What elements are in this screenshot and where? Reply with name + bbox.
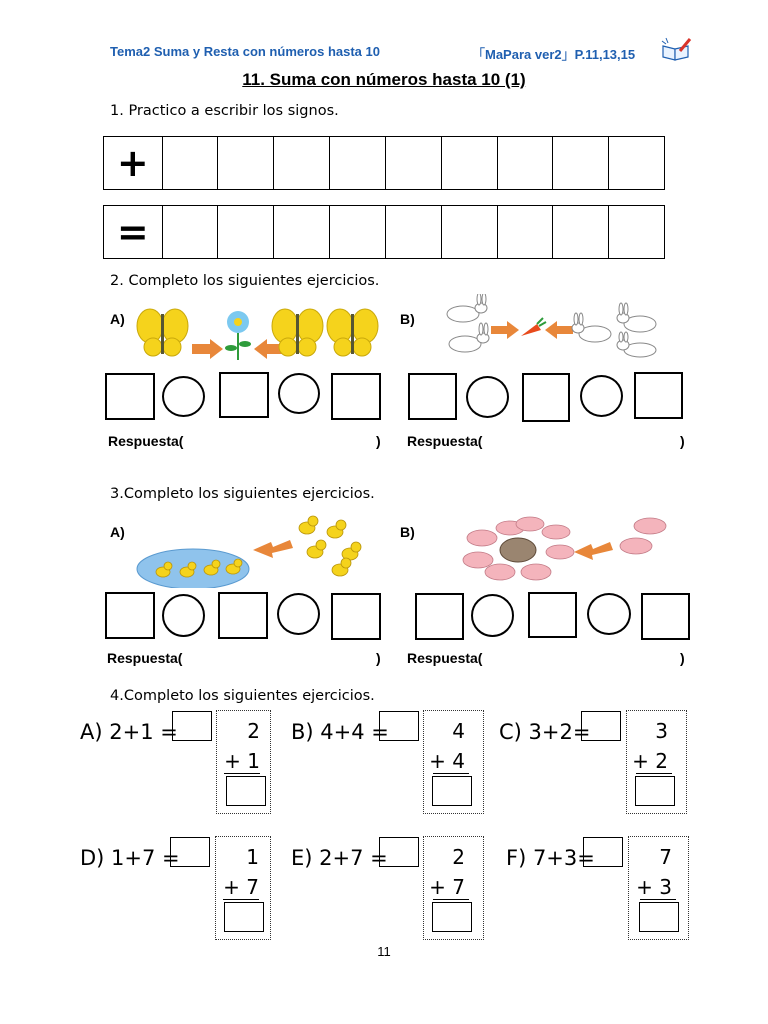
respuesta-b-close: ) — [680, 433, 685, 449]
pig-icon — [516, 517, 544, 531]
section4-instruction: 4.Completo los siguientes ejercicios. — [110, 688, 375, 704]
writing-cell — [441, 137, 497, 189]
section2-instruction: 2. Completo los siguientes ejercicios. — [110, 273, 380, 289]
operator-circle — [466, 376, 509, 418]
answer-box — [172, 711, 212, 741]
sum-box — [635, 776, 675, 806]
addend-bottom: + 7 — [429, 875, 465, 899]
sum-line — [224, 773, 260, 774]
rabbit-icon — [617, 332, 656, 357]
writing-cell — [552, 137, 608, 189]
carrot-icon — [521, 318, 546, 336]
writing-cell — [217, 137, 273, 189]
writing-cell — [608, 137, 664, 189]
answer-square — [415, 593, 464, 640]
addend-top: 7 — [659, 845, 672, 869]
respuesta-a-close: ) — [376, 433, 381, 449]
answer-square — [634, 372, 683, 419]
writing-cell — [385, 206, 441, 258]
respuesta-a-close: ) — [376, 650, 381, 666]
writing-cell — [441, 206, 497, 258]
sum-box — [432, 776, 472, 806]
addend-top: 2 — [247, 719, 260, 743]
page-title: 11. Suma con números hasta 10 (1) — [242, 70, 526, 89]
answer-square — [219, 372, 269, 418]
equals-writing-grid — [103, 205, 665, 259]
problem-e-equation: E) 2+7 = — [291, 846, 388, 870]
answer-square — [331, 373, 381, 420]
butterfly-flower-illustration — [135, 304, 385, 364]
answer-square — [408, 373, 457, 420]
writing-cell — [385, 137, 441, 189]
operator-circle — [278, 373, 320, 414]
answer-box — [379, 837, 419, 867]
answer-square — [105, 592, 155, 639]
writing-cell — [273, 206, 329, 258]
pond-ducks-illustration — [135, 512, 380, 588]
header-topic: Tema2 Suma y Resta con números hasta 10 — [110, 44, 380, 59]
answer-square — [528, 592, 577, 638]
section3-instruction: 3.Completo los siguientes ejercicios. — [110, 486, 375, 502]
butterfly-icon — [137, 309, 188, 356]
addend-top: 1 — [246, 845, 259, 869]
addend-bottom: + 3 — [636, 875, 672, 899]
writing-cell — [329, 137, 385, 189]
rabbit-icon — [447, 294, 487, 322]
problem-b-equation: B) 4+4 = — [291, 720, 389, 744]
respuesta-a: Respuesta( — [108, 433, 184, 449]
sum-line — [433, 773, 469, 774]
writing-cell — [497, 206, 553, 258]
writing-cell — [273, 137, 329, 189]
pig-icon — [542, 525, 570, 539]
answer-square — [105, 373, 155, 420]
equals-sign: = — [116, 210, 149, 254]
answer-square — [522, 373, 570, 422]
respuesta-b-close: ) — [680, 650, 685, 666]
writing-cell — [162, 137, 218, 189]
operator-circle — [162, 594, 205, 637]
sum-line — [636, 773, 672, 774]
pig-icon — [463, 552, 493, 568]
sum-box — [639, 902, 679, 932]
section1-instruction: 1. Practico a escribir los signos. — [110, 103, 339, 119]
respuesta-b: Respuesta( — [407, 433, 483, 449]
sum-box — [432, 902, 472, 932]
writing-cell — [608, 206, 664, 258]
writing-cell — [217, 206, 273, 258]
arrow-icon — [253, 540, 293, 558]
plus-writing-grid — [103, 136, 665, 190]
writing-cell — [162, 206, 218, 258]
arrow-icon — [545, 321, 573, 339]
operator-circle — [580, 375, 623, 417]
exercise-a-label: A) — [110, 311, 125, 327]
problem-f-equation: F) 7+3= — [506, 846, 595, 870]
writing-cell — [329, 206, 385, 258]
writing-cell — [497, 137, 553, 189]
header-reference: 「MaPara ver2」P.11,13,15 — [472, 47, 636, 62]
respuesta-b: Respuesta( — [407, 650, 483, 666]
operator-circle — [277, 593, 320, 635]
problem-d-equation: D) 1+7 = — [80, 846, 180, 870]
pig-icon — [546, 545, 574, 559]
arrow-icon — [192, 339, 223, 359]
sum-box — [226, 776, 266, 806]
addend-top: 4 — [452, 719, 465, 743]
sum-line — [223, 899, 259, 900]
plus-sign: + — [116, 141, 149, 185]
answer-square — [641, 593, 690, 640]
problem-a-equation: A) 2+1 = — [80, 720, 178, 744]
addend-top: 2 — [452, 845, 465, 869]
butterfly-icon — [327, 309, 378, 356]
sum-line — [640, 899, 676, 900]
flower-icon — [225, 311, 251, 360]
sum-box — [224, 902, 264, 932]
book-pencil-icon — [660, 36, 694, 62]
pigs-food-illustration — [460, 512, 675, 584]
pig-icon — [634, 518, 666, 534]
arrow-icon — [491, 321, 519, 339]
exercise-b-label: B) — [400, 311, 415, 327]
rabbit-carrot-illustration — [435, 294, 665, 360]
page-number: 11 — [377, 944, 391, 959]
addend-bottom: + 1 — [224, 749, 260, 773]
writing-cell — [552, 206, 608, 258]
respuesta-a: Respuesta( — [107, 650, 183, 666]
answer-box — [170, 837, 210, 867]
exercise-a-label: A) — [110, 524, 125, 540]
addend-bottom: + 4 — [429, 749, 465, 773]
answer-box — [581, 711, 621, 741]
pig-icon — [467, 530, 497, 546]
pig-icon — [485, 564, 515, 580]
problem-c-equation: C) 3+2= — [499, 720, 591, 744]
rabbit-icon — [572, 313, 611, 342]
operator-circle — [162, 376, 205, 417]
exercise-b-label: B) — [400, 524, 415, 540]
operator-circle — [587, 593, 631, 635]
addend-bottom: + 2 — [632, 749, 668, 773]
rabbit-icon — [449, 323, 489, 352]
answer-box — [583, 837, 623, 867]
butterfly-icon — [272, 309, 323, 356]
pig-icon — [521, 564, 551, 580]
pig-icon — [620, 538, 652, 554]
food-bowl-icon — [500, 538, 536, 562]
rabbit-icon — [617, 303, 656, 332]
addend-top: 3 — [655, 719, 668, 743]
arrow-icon — [574, 542, 613, 560]
answer-box — [379, 711, 419, 741]
answer-square — [218, 592, 268, 639]
addend-bottom: + 7 — [223, 875, 259, 899]
answer-square — [331, 593, 381, 640]
operator-circle — [471, 594, 514, 637]
sum-line — [433, 899, 469, 900]
